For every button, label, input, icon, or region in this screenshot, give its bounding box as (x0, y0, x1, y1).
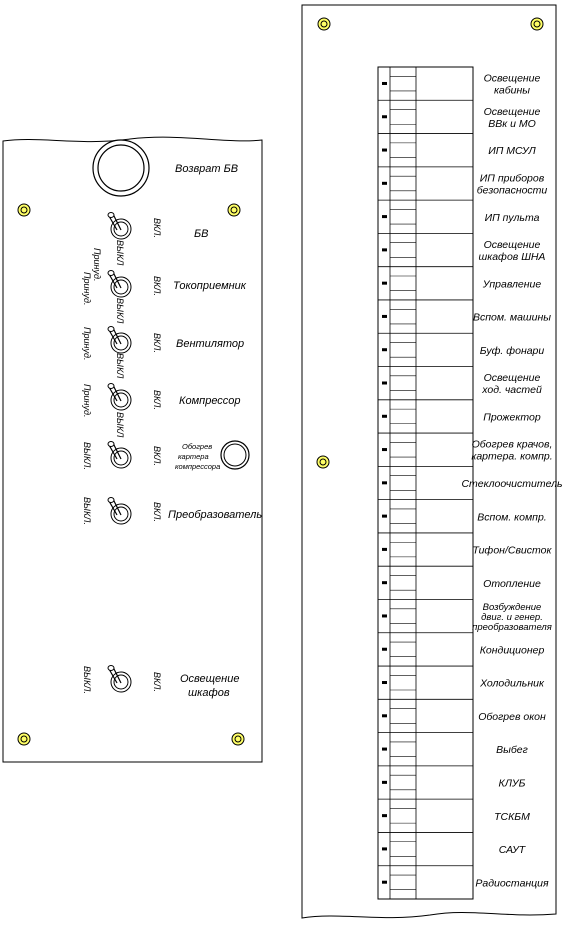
breaker-label: шкафов ШНА (478, 251, 546, 264)
breaker-marker (382, 381, 387, 384)
breaker-marker (382, 515, 387, 518)
breaker-label: Стеклоочиститель (461, 478, 563, 490)
screw-icon (18, 733, 30, 745)
breaker-label: Возбуждение (482, 602, 542, 614)
breaker-label: ИП пульта (484, 211, 540, 224)
breaker-label: Тифон/Свисток (472, 544, 552, 557)
breaker-label: ВВк и МО (488, 117, 536, 130)
breaker-marker (382, 315, 387, 318)
breaker-label: САУТ (498, 844, 526, 857)
screw-icon (18, 204, 30, 216)
breaker-label: ИП МСУЛ (488, 145, 536, 158)
breaker-marker (382, 781, 387, 784)
pantograph-right-text: ВКЛ. (152, 276, 162, 296)
breaker-label: кабины (493, 84, 531, 97)
breaker-marker (382, 614, 387, 617)
cabinet-lighting-right-text: ВКЛ. (152, 672, 162, 692)
screw-icon (531, 18, 543, 30)
breaker-marker (382, 415, 387, 418)
breaker-label: Обогрев крачов, (471, 438, 553, 451)
pantograph-left-text: Принуд. (82, 272, 92, 306)
converter-right-text: ВКЛ. (152, 502, 162, 522)
breaker-label: преобразователя (472, 622, 552, 634)
breaker-label: ИП приборов (479, 172, 545, 185)
screw-icon (318, 18, 330, 30)
switch-label-converter: Преобразователь (168, 509, 263, 521)
screw-icon (317, 456, 329, 468)
bv-right-text: ВКЛ. (152, 218, 162, 238)
converter-left-text: ВЫКЛ. (82, 497, 92, 525)
breaker-marker (382, 847, 387, 850)
pantograph-bottom-text: ВЫКЛ (115, 298, 125, 324)
crankcase-right-text: ВКЛ. (152, 446, 162, 466)
cabinet-lighting-left-text: ВЫКЛ. (82, 666, 92, 694)
fan-left-text: Принуд. (82, 327, 92, 361)
breaker-label: Отопление (483, 577, 541, 590)
breaker-label: КЛУБ (498, 777, 526, 790)
crankcase-left-text: ВЫКЛ. (82, 442, 92, 470)
bv-left-text: Принуд. (92, 248, 102, 282)
reset-bv-label: Возврат БВ (175, 163, 239, 175)
breaker-label: Освещение (483, 372, 541, 385)
crankcase-label-line-2: картера (178, 452, 209, 461)
breaker-label: Обогрев окон (478, 710, 546, 723)
breaker-label: Вспом. компр. (477, 511, 547, 524)
right-panel (302, 5, 563, 918)
compressor-right-text: ВКЛ. (152, 390, 162, 410)
breaker-label: двиг. и генер. (481, 612, 543, 624)
switch-label-compressor: Компрессор (179, 395, 241, 407)
breaker-marker (382, 348, 387, 351)
breaker-marker (382, 82, 387, 85)
breaker-marker (382, 648, 387, 651)
breaker-label: Вспом. машины (472, 311, 552, 324)
screw-icon (232, 733, 244, 745)
switch-label-fan: Вентилятор (176, 338, 245, 350)
breaker-marker (382, 814, 387, 817)
breaker-label: ход. частей (482, 384, 542, 397)
bv-bottom-text: ВЫКЛ (115, 240, 125, 266)
breaker-marker (382, 182, 387, 185)
screw-icon (228, 204, 240, 216)
cabinet-lighting-label-line-1: Освещение (180, 673, 240, 685)
breaker-marker (382, 481, 387, 484)
breaker-label: Освещение (483, 239, 541, 252)
breaker-marker (382, 215, 387, 218)
crankcase-indicator-lamp (221, 441, 249, 469)
breaker-label: Освещение (483, 72, 541, 85)
fan-right-text: ВКЛ. (152, 333, 162, 353)
breaker-marker (382, 748, 387, 751)
breaker-label: Освещение (483, 105, 541, 118)
breaker-marker (382, 581, 387, 584)
fan-bottom-text: ВЫКЛ (115, 353, 125, 379)
left-panel (3, 137, 262, 762)
breaker-marker (382, 149, 387, 152)
compressor-left-text: Принуд. (82, 384, 92, 418)
reset-bv-button[interactable] (93, 140, 149, 196)
breaker-label: Холодильник (480, 677, 544, 690)
crankcase-label-line-3: компрессора (175, 462, 221, 471)
breaker-marker (382, 548, 387, 551)
breaker-label: Выбег (496, 744, 528, 757)
cabinet-lighting-label-line-2: шкафов (188, 687, 230, 699)
breaker-marker (382, 448, 387, 451)
breaker-marker (382, 714, 387, 717)
breaker-label: Кондиционер (479, 644, 545, 657)
breaker-label: ТСКБМ (494, 810, 530, 823)
compressor-bottom-text: ВЫКЛ (115, 412, 125, 438)
breaker-label: Буф. фонари (479, 344, 545, 357)
breaker-marker (382, 282, 387, 285)
breaker-label: Управление (482, 278, 542, 291)
breaker-marker (382, 248, 387, 251)
breaker-marker (382, 881, 387, 884)
crankcase-label-line-1: Обогрев (182, 442, 213, 451)
breaker-label: Прожектор (483, 411, 541, 424)
switch-label-pantograph: Токоприемник (173, 280, 246, 292)
breaker-label: безопасности (476, 184, 548, 197)
switch-label-bv: БВ (194, 228, 209, 240)
breaker-marker (382, 681, 387, 684)
breaker-marker (382, 115, 387, 118)
breaker-label: картера. компр. (471, 450, 553, 463)
breaker-label: Радиостанция (475, 877, 549, 890)
